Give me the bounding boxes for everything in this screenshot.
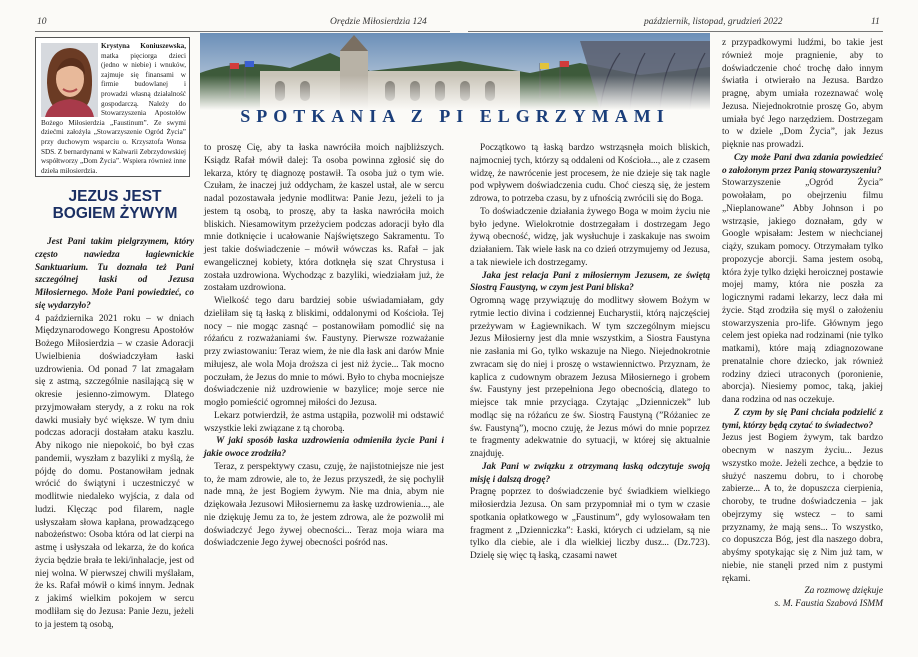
page-number-right: 11 [871,17,880,27]
header-rule-left [35,31,450,32]
magazine-title: Orędzie Miłosierdzia 124 [330,17,427,27]
author-bio-box [35,37,190,177]
paragraph: Lekarz potwierdził, że astma ustąpiła, pozwolił mi odstawić wszystkie leki związane z tą chorobą. [204,410,444,434]
interview-question: Jaka jest relacja Pani z miłosiernym Jezusem, ze świętą Siostrą Faustyną, w czym jest Pani bliska? [470,270,710,294]
sanctuary-banner-image [200,33,710,110]
article-title: JEZUS JEST BOGIEM ŻYWYM [52,188,178,222]
author-bio-text [41,42,186,176]
paragraph: z przypadkowymi ludźmi, bo takie jest również moje pragnienie, aby to doświadczenie choć trochę dało innym światła i otwierało na Jezusa. Bardzo pragnę, abym umiała rozeznawać wolę Jezusa. Niejednokrotnie proszę Go, abym umiała być Jego narzędziem. Dostrzegam to w dziele „Dom Życia”, jak Jezus pięknie nas prowadzi. [722,38,883,150]
interview-question: Z czym by się Pani chciała podzielić z tymi, którzy będą czytać to świadectwo? [722,407,883,431]
header-rule-right [468,31,883,32]
interview-question: Jak Pani w związku z otrzymaną łaską odczytuje swoją misję i dalszą drogę? [470,461,710,485]
paragraph: Jezus jest Bogiem żywym, tak bardzo obecnym w naszym życiu... Jezus wszystko może. Jeżeli zechce, a będzie to służyć naszemu dobru, to i chorobę zabierze... A to, że dopuszcza cierpienia, choroby, te trudne doświadczenia – jak obejrzymy się wstecz – to sami przyznamy, że mają sens... To wszystko, co dopuszcza Bóg, jest dla naszego dobra, abyśmy spotykając się z Nim już tam, w niebie, nie stanęli przed nim z pustymi rękami. [722,433,883,584]
article-column-4 [722,37,883,611]
interview-question: Jest Pani takim pielgrzymem, który często nawiedza łagiewnickie Sanktuarium. Tu doznała też Pani szczególnej łaski od Jezusa Miłosiernego. Może Pani powiedzieć, co się wydarzyło? [35,237,194,311]
interview-question: W jaki sposób łaska uzdrowienia odmieniła życie Pani i jakie owoce zrodziła? [204,436,444,459]
page-number-left: 10 [37,17,47,27]
article-column-2 [204,142,444,550]
paragraph: Wielkość tego daru bardziej sobie uświadamiałam, gdy dzieliłam się tą łaską z bliskimi, oddalonymi od Kościoła. Tej nocy – nie mogąc zasnąć – postanowiłam pomodlić się na różańcu z rozważaniami św. Faustyny. Pierwsze rozważanie przy zwiastowaniu: Teraz wiem, że nie dla łask ani darów Mnie miłujesz, ale wola Moja droższa ci jest niż życie... Tak mocno poczułam, że Jezus do mnie to mówi. Było to chyba mocniejsze doświadczenie niż uzdrowienie w bazylice; moje serce nie mogło pomieścić ogromnej miłości do Jezusa. [204,296,444,408]
paragraph: Ogromną wagę przywiązuję do modlitwy słowem Bożym w rytmie lectio divina i codziennej Eucharystii, którą najczęściej przeżywam w Łagiewnikach. W tym szczególnym miejscu Jezus Miłosierny jest dla mnie wszystkim, a Siostra Faustyna nie zasłania mi Go, tylko wskazuje na Niego. Niejednokrotnie zwracam się do niej i proszę o wstawiennictwo. Przyznam, że kaplica z cudownym obrazem Jezusa Miłosiernego i grobem św. Faustyny jest przepełniona Jego obecnością, dlatego to miejsce tak mnie przyciąga. Czytając „Dzienniczek” lub modląc się na różańcu ze św. Siostrą Faustyną (”Różaniec ze św. Faustyną”), mocno czuję, że Jezus mówi do mnie poprzez te fragmenty adekwatnie do sytuacji, w której się aktualnie znajduję. [470,296,710,459]
article-column-3 [470,142,710,563]
signature-author: s. M. Faustia Szabová ISMM [774,599,883,609]
paragraph: to proszę Cię, aby ta łaska nawróciła moich najbliższych. Ksiądz Rafał mówił dalej: Ta osoba powinna zgłosić się do lekarza, który tę diagnozę postawił. Ta osoba już o tym wie. Czułam, że inaczej już oddycham, że kaszel ustał, ale w sercu nadal pozostawała jedynie modlitwa: Panie Jezu, jeżeli to ja jestem tą osobą, to proszę, aby ta łaska nawróciła moich bliskich. Niesamowitym przeżyciem podczas adoracji było dla mnie dotknięcie i ucałowanie Najświętszego Sakramentu. To jest takie doświadczenie – mówił wówczas ks. Rafał – jak ewangelicznej kobiety, która dotknęła się szat Chrystusa i została uzdrowiona. Wychodząc z bazyliki, wiedziałam już, że zostałam uzdrowiona. [204,143,444,294]
paragraph: Stowarzyszenie „Ogród Życia” powołałam, po obejrzeniu filmu „Nieplanowane” Abby Johnson i po wstrząsie, jakiego doznałam, gdy w Google wpisałam: Jestem w niechcianej ciąży, szukam pomocy. Otrzymałam tylko propozycje aborcji. Sama jestem osobą, która żyje tylko dzięki heroicznej postawie mojej mamy, która nie poszła za logicznymi radami lekarzy, lecz dała mi życie. Stąd zrodziła się myśl o założeniu stowarzyszenia pro-life. Głównym jego celem jest opieka nad rodzinami (nie tylko matkami), które mają zdiagnozowane prenatalnie chore dziecko, jak również rodziny dzieci utraconych (poronienie, aborcja). Niesiemy pomoc, taką, jakiej dana rodzina od nas oczekuje. [722,178,883,405]
paragraph: 4 października 2021 roku – w dniach Międzynarodowego Kongresu Apostołów Bożego Miłosierdzia – w czasie Adoracji Uwielbienia doświadczyłam łaski uzdrowienia. Od ponad 7 lat zmagałam się z astmą, szczególnie nasilającą się w okresie jesienno-zimowym. Dlatego przyjmowałam sterydy, a z roku na rok dawki musiały być większe. W tym dniu podczas adoracji dostałam ataku kaszlu. Aby nikogo nie niepokoić, bo był czas pandemii, wyszłam z bazyliki z myślą, że pójdę do domu. Postanowiłam jednak wrócić do świątyni i uczestniczyć w modlitwie niedaleko wyjścia, z dala od ludzi. Klęcząc pod filarem, nagle usłyszałam słowa kapłana, prowadzącego nabożeństwo: Osoba która od lat cierpi na astmę i usłyszała od lekarza, że do końca życia będzie brała te leki/inhalacje, jest od niej wolna. W pierwszej chwili myślałam, że ks. Rafał mówił o kimś innym. Jednak z jakimś wielkim pokojem w sercu modliłam się do Jezusa: Panie Jezu, jeżeli to ja jestem tą osobą, [35,313,194,630]
paragraph: To doświadczenie działania żywego Boga w moim życiu nie było jedyne. Wielokrotnie dostrzegałam i dostrzegam Jego żywą obecność, widzę, jak wysłuchuje i zaskakuje nas swoim działaniem. Tak wiele łask na co dzień otrzymujemy od Jezusa, a tak niewiele ich dostrzegamy. [470,206,710,268]
paragraph: Początkowo tą łaską bardzo wstrząsnęła moich bliskich, najmocniej tych, którzy są oddaleni od Kościoła..., ale z czasem widzę, że nawrócenie jest procesem, że nie dzieje się tak nagle pod wpływem doświadczenia cudu. Choć cieszą się, że jestem zdrowa, to potrzeba czasu, by z ufnością zwrócili się do Boga. [470,143,710,204]
author-name: Krystyna Koniuszewska, [101,42,186,50]
paragraph: Pragnę poprzez to doświadczenie być świadkiem wielkiego miłosierdzia Jezusa. On sam przypomniał mi o tym w czasie spotkania opłatkowego w „Faustinum”, gdy wylosowałam ten fragment z „Dzienniczka”: Łaski, których ci udzielam, są nie tylko dla ciebie, ale i dla wielkiej liczby dusz... (Dz.723). Dzielę się więc tą łaską, czasami nawet [470,487,710,561]
section-heading: SPOTKANIA Z PI ELGRZYMAMI [240,106,670,126]
author-description: matka pięciorga dzieci (jedno w niebie) i wnuków, zajmuje się finansami w firmie budowlanej i prowadzi własną działalność gospodarczą. Należy do Stowarzyszenia Apostołów Bożego Miłosierdzia „Faustinum”. Ze swymi dziećmi założyła „Stowarzyszenie Ogród Życia” przy duchowym wsparciu o. Krzysztofa Wonsa SDS. Z bernardynami w Kalwarii Zebrzydowskiej współtworzy „Dom Życia”. Wspiera również inne dzieła miłosierdzia. [41,51,186,175]
paragraph: Teraz, z perspektywy czasu, czuję, że najistotniejsze nie jest to, że mam zdrowie, ale to, że Jezus przyszedł, że się pochylił nade mną, że jest Bogiem żywym. Nie ma dnia, abym nie dziękowała Jezusowi Miłosiernemu za łaskę uzdrowienia..., ale nie dziękuję Jemu za to, że jestem zdrowa, ale że pozwolił mi doświadczyć Jego żywej obecności... Teraz moja wiara ma doświadczenie Jego żywej obecności pośród nas. [204,461,444,549]
issue-date: październik, listopad, grudzień 2022 [644,17,783,27]
article-column-1 [35,236,194,631]
signature-thanks: Za rozmowę dziękuje [804,586,883,597]
interview-question: Czy może Pani dwa zdania powiedzieć o założonym przez Panią stowarzyszeniu? [722,152,883,176]
